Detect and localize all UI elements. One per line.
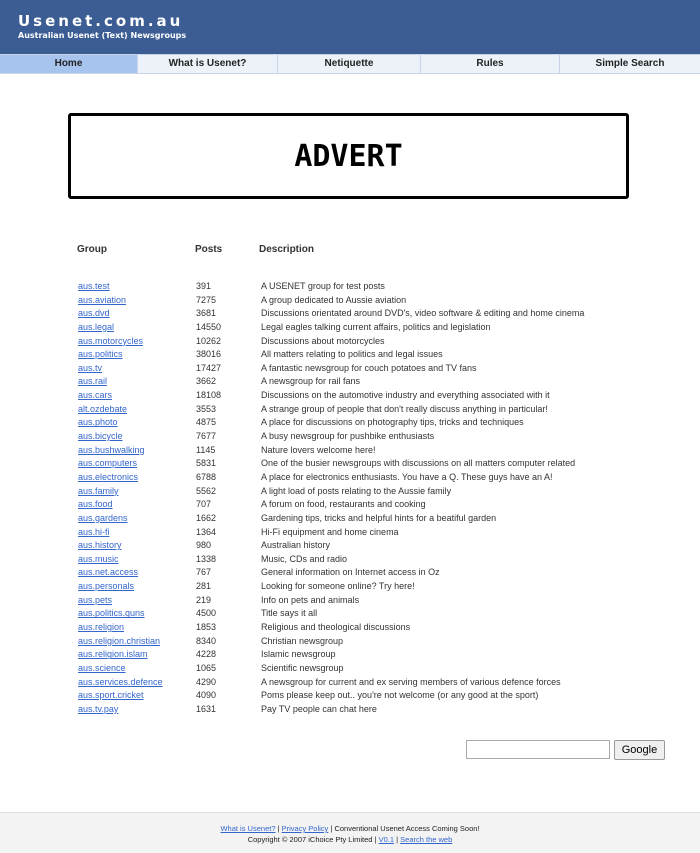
group-link[interactable]: aus.tv.pay <box>78 703 119 714</box>
post-count: 5562 <box>196 485 217 496</box>
group-link[interactable]: aus.photo <box>78 417 118 428</box>
group-description: Scientific newsgroup <box>261 662 344 673</box>
post-count: 3662 <box>196 376 217 387</box>
group-description: General information on Internet access in Oz <box>261 567 440 578</box>
post-count: 1662 <box>196 512 217 523</box>
group-link[interactable]: aus.tv <box>78 362 103 373</box>
footer-link-privacy-policy[interactable]: Privacy Policy <box>281 824 329 833</box>
table-row <box>0 539 700 553</box>
footer-separator: | <box>394 835 401 844</box>
group-link[interactable]: aus.services.defence <box>78 676 163 687</box>
group-description: All matters relating to politics and legal issues <box>261 349 443 360</box>
post-count: 4228 <box>196 649 217 660</box>
group-description: A place for electronics enthusiasts. You have a Q. These guys have an A! <box>261 471 553 482</box>
table-row <box>0 676 700 690</box>
table-row <box>0 444 700 458</box>
table-row <box>0 294 700 308</box>
site-subtitle: Australian Usenet (Text) Newsgroups <box>18 31 187 40</box>
table-row <box>0 403 700 417</box>
group-description: Islamic newsgroup <box>261 649 336 660</box>
nav-netiquette[interactable]: Netiquette <box>278 55 421 73</box>
nav-rules[interactable]: Rules <box>421 55 560 73</box>
group-link[interactable]: aus.sport.cricket <box>78 690 144 701</box>
post-count: 14550 <box>196 321 222 332</box>
group-link[interactable]: aus.dvd <box>78 308 110 319</box>
group-description: Christian newsgroup <box>261 635 344 646</box>
table-row <box>0 662 700 676</box>
post-count: 1338 <box>196 553 217 564</box>
group-description: A newsgroup for current and ex serving members of various defence forces <box>261 676 561 687</box>
table-row <box>0 526 700 540</box>
group-description: Title says it all <box>261 608 318 619</box>
table-row <box>0 389 700 403</box>
group-link[interactable]: aus.gardens <box>78 512 128 523</box>
post-count: 7677 <box>196 431 217 442</box>
table-row <box>0 307 700 321</box>
group-link[interactable]: aus.family <box>78 485 119 496</box>
post-count: 4290 <box>196 676 217 687</box>
table-row <box>0 594 700 608</box>
post-count: 17427 <box>196 362 222 373</box>
post-count: 219 <box>196 594 212 605</box>
group-link[interactable]: aus.computers <box>78 458 138 469</box>
group-link[interactable]: aus.bicycle <box>78 431 123 442</box>
post-count: 4500 <box>196 608 217 619</box>
group-link[interactable]: aus.pets <box>78 594 113 605</box>
group-link[interactable]: aus.religion <box>78 622 125 633</box>
group-description: A strange group of people that don't really discuss anything in particular! <box>261 403 548 414</box>
column-header-posts: Posts <box>195 244 223 255</box>
nav-home[interactable]: Home <box>0 55 138 73</box>
group-description: Discussions on the automotive industry and everything associated with it <box>261 390 550 401</box>
group-description: Nature lovers welcome here! <box>261 444 376 455</box>
group-description: A busy newsgroup for pushbike enthusiasts <box>261 431 435 442</box>
post-count: 281 <box>196 581 212 592</box>
site-title[interactable]: Usenet.com.au <box>18 12 184 30</box>
footer-link-what-is-usenet[interactable]: What is Usenet? <box>220 824 276 833</box>
table-row <box>0 648 700 662</box>
group-description: A newsgroup for rail fans <box>261 376 361 387</box>
group-link[interactable]: aus.history <box>78 540 122 551</box>
post-count: 18108 <box>196 390 222 401</box>
site-footer <box>0 812 700 853</box>
group-link[interactable]: aus.bushwalking <box>78 444 145 455</box>
table-row <box>0 362 700 376</box>
group-description: Legal eagles talking current affairs, politics and legislation <box>261 321 491 332</box>
post-count: 4090 <box>196 690 217 701</box>
group-description: A fantastic newsgroup for couch potatoes and TV fans <box>261 362 477 373</box>
group-link[interactable]: aus.cars <box>78 390 113 401</box>
footer-separator: | <box>275 824 282 833</box>
post-count: 707 <box>196 499 212 510</box>
post-count: 1145 <box>196 444 216 455</box>
group-link[interactable]: aus.religion.islam <box>78 649 148 660</box>
main-nav <box>0 54 700 74</box>
footer-line-2 <box>0 834 700 845</box>
post-count: 6788 <box>196 471 217 482</box>
group-link[interactable]: aus.politics <box>78 349 123 360</box>
group-link[interactable]: aus.net.access <box>78 567 139 578</box>
post-count: 1065 <box>196 662 217 673</box>
group-description: Hi-Fi equipment and home cinema <box>261 526 399 537</box>
footer-line-1 <box>0 823 700 834</box>
table-row <box>0 485 700 499</box>
table-row <box>0 689 700 703</box>
group-link[interactable]: aus.religion.christian <box>78 635 161 646</box>
post-count: 38016 <box>196 349 222 360</box>
group-description: Religious and theological discussions <box>261 622 411 633</box>
post-count: 7275 <box>196 294 217 305</box>
advert-banner[interactable] <box>68 113 629 199</box>
group-link[interactable]: aus.test <box>78 281 110 291</box>
group-link[interactable]: aus.legal <box>78 321 115 332</box>
post-count: 3553 <box>196 403 217 414</box>
table-row <box>0 348 700 362</box>
group-description: A group dedicated to Aussie aviation <box>261 294 407 305</box>
group-description: Info on pets and animals <box>261 594 360 605</box>
post-count: 1631 <box>196 703 217 714</box>
group-description: A USENET group for test posts <box>261 281 385 291</box>
table-row <box>0 607 700 621</box>
footer-separator: | <box>372 835 379 844</box>
post-count: 767 <box>196 567 212 578</box>
table-row <box>0 566 700 580</box>
site-header <box>0 0 700 54</box>
group-link[interactable]: aus.aviation <box>78 294 127 305</box>
table-row <box>0 580 700 594</box>
group-link[interactable]: aus.personals <box>78 581 135 592</box>
group-description: Discussions orientated around DVD's, video software & editing and home cinema <box>261 308 585 319</box>
table-row <box>0 635 700 649</box>
post-count: 4875 <box>196 417 217 428</box>
group-link[interactable]: aus.electronics <box>78 471 139 482</box>
post-count: 8340 <box>196 635 217 646</box>
group-description: Australian history <box>261 540 331 551</box>
group-description: Pay TV people can chat here <box>261 703 377 714</box>
group-description: Poms please keep out.. you're not welcome (or any good at the sport) <box>261 690 539 701</box>
group-description: Discussions about motorcycles <box>261 335 385 346</box>
post-count: 391 <box>196 281 212 291</box>
group-description: Music, CDs and radio <box>261 553 348 564</box>
table-row <box>0 553 700 567</box>
group-description: A light load of posts relating to the Aussie family <box>261 485 452 496</box>
footer-link-search-the-web[interactable]: Search the web <box>400 835 453 844</box>
group-description: A place for discussions on photography tips, tricks and techniques <box>261 417 524 428</box>
table-row <box>0 280 700 294</box>
post-count: 1853 <box>196 622 217 633</box>
table-row <box>0 457 700 471</box>
footer-separator: | <box>328 824 335 833</box>
table-row <box>0 621 700 635</box>
table-row <box>0 430 700 444</box>
group-link[interactable]: aus.politics.guns <box>78 608 145 619</box>
table-row <box>0 375 700 389</box>
footer-link-version[interactable]: V0.1 <box>378 835 395 844</box>
group-description: Gardening tips, tricks and helpful hints for a beatiful garden <box>261 512 497 523</box>
post-count: 3681 <box>196 308 217 319</box>
group-link[interactable]: aus.music <box>78 553 119 564</box>
post-count: 1364 <box>196 526 217 537</box>
nav-what-is-usenet[interactable]: What is Usenet? <box>138 55 278 73</box>
column-header-description: Description <box>259 244 315 255</box>
search-input[interactable] <box>466 740 610 759</box>
table-row <box>0 471 700 485</box>
table-row <box>0 498 700 512</box>
nav-simple-search[interactable]: Simple Search <box>595 58 665 69</box>
group-link[interactable]: aus.hi-fi <box>78 526 110 537</box>
group-description: A forum on food, restaurants and cooking <box>261 499 426 510</box>
post-count: 10262 <box>196 335 222 346</box>
group-link[interactable]: alt.ozdebate <box>78 403 128 414</box>
newsgroup-table <box>0 280 700 717</box>
group-link[interactable]: aus.science <box>78 662 126 673</box>
group-description: One of the busier newsgroups with discussions on all matters computer related <box>261 458 576 469</box>
table-row <box>0 335 700 349</box>
footer-coming-soon: Conventional Usenet Access Coming Soon! <box>334 824 480 833</box>
table-row <box>0 416 700 430</box>
table-row <box>0 512 700 526</box>
group-link[interactable]: aus.rail <box>78 376 108 387</box>
advert-text: ADVERT <box>294 138 403 174</box>
group-link[interactable]: aus.food <box>78 499 113 510</box>
google-search-button[interactable]: Google <box>614 740 665 760</box>
post-count: 5831 <box>196 458 217 469</box>
post-count: 980 <box>196 540 212 551</box>
group-description: Looking for someone online? Try here! <box>261 581 415 592</box>
column-header-group: Group <box>77 244 107 255</box>
group-link[interactable]: aus.motorcycles <box>78 335 144 346</box>
footer-copyright: Copyright © 2007 iChoice Pty Limited <box>247 835 373 844</box>
table-row <box>0 703 700 717</box>
table-row <box>0 321 700 335</box>
